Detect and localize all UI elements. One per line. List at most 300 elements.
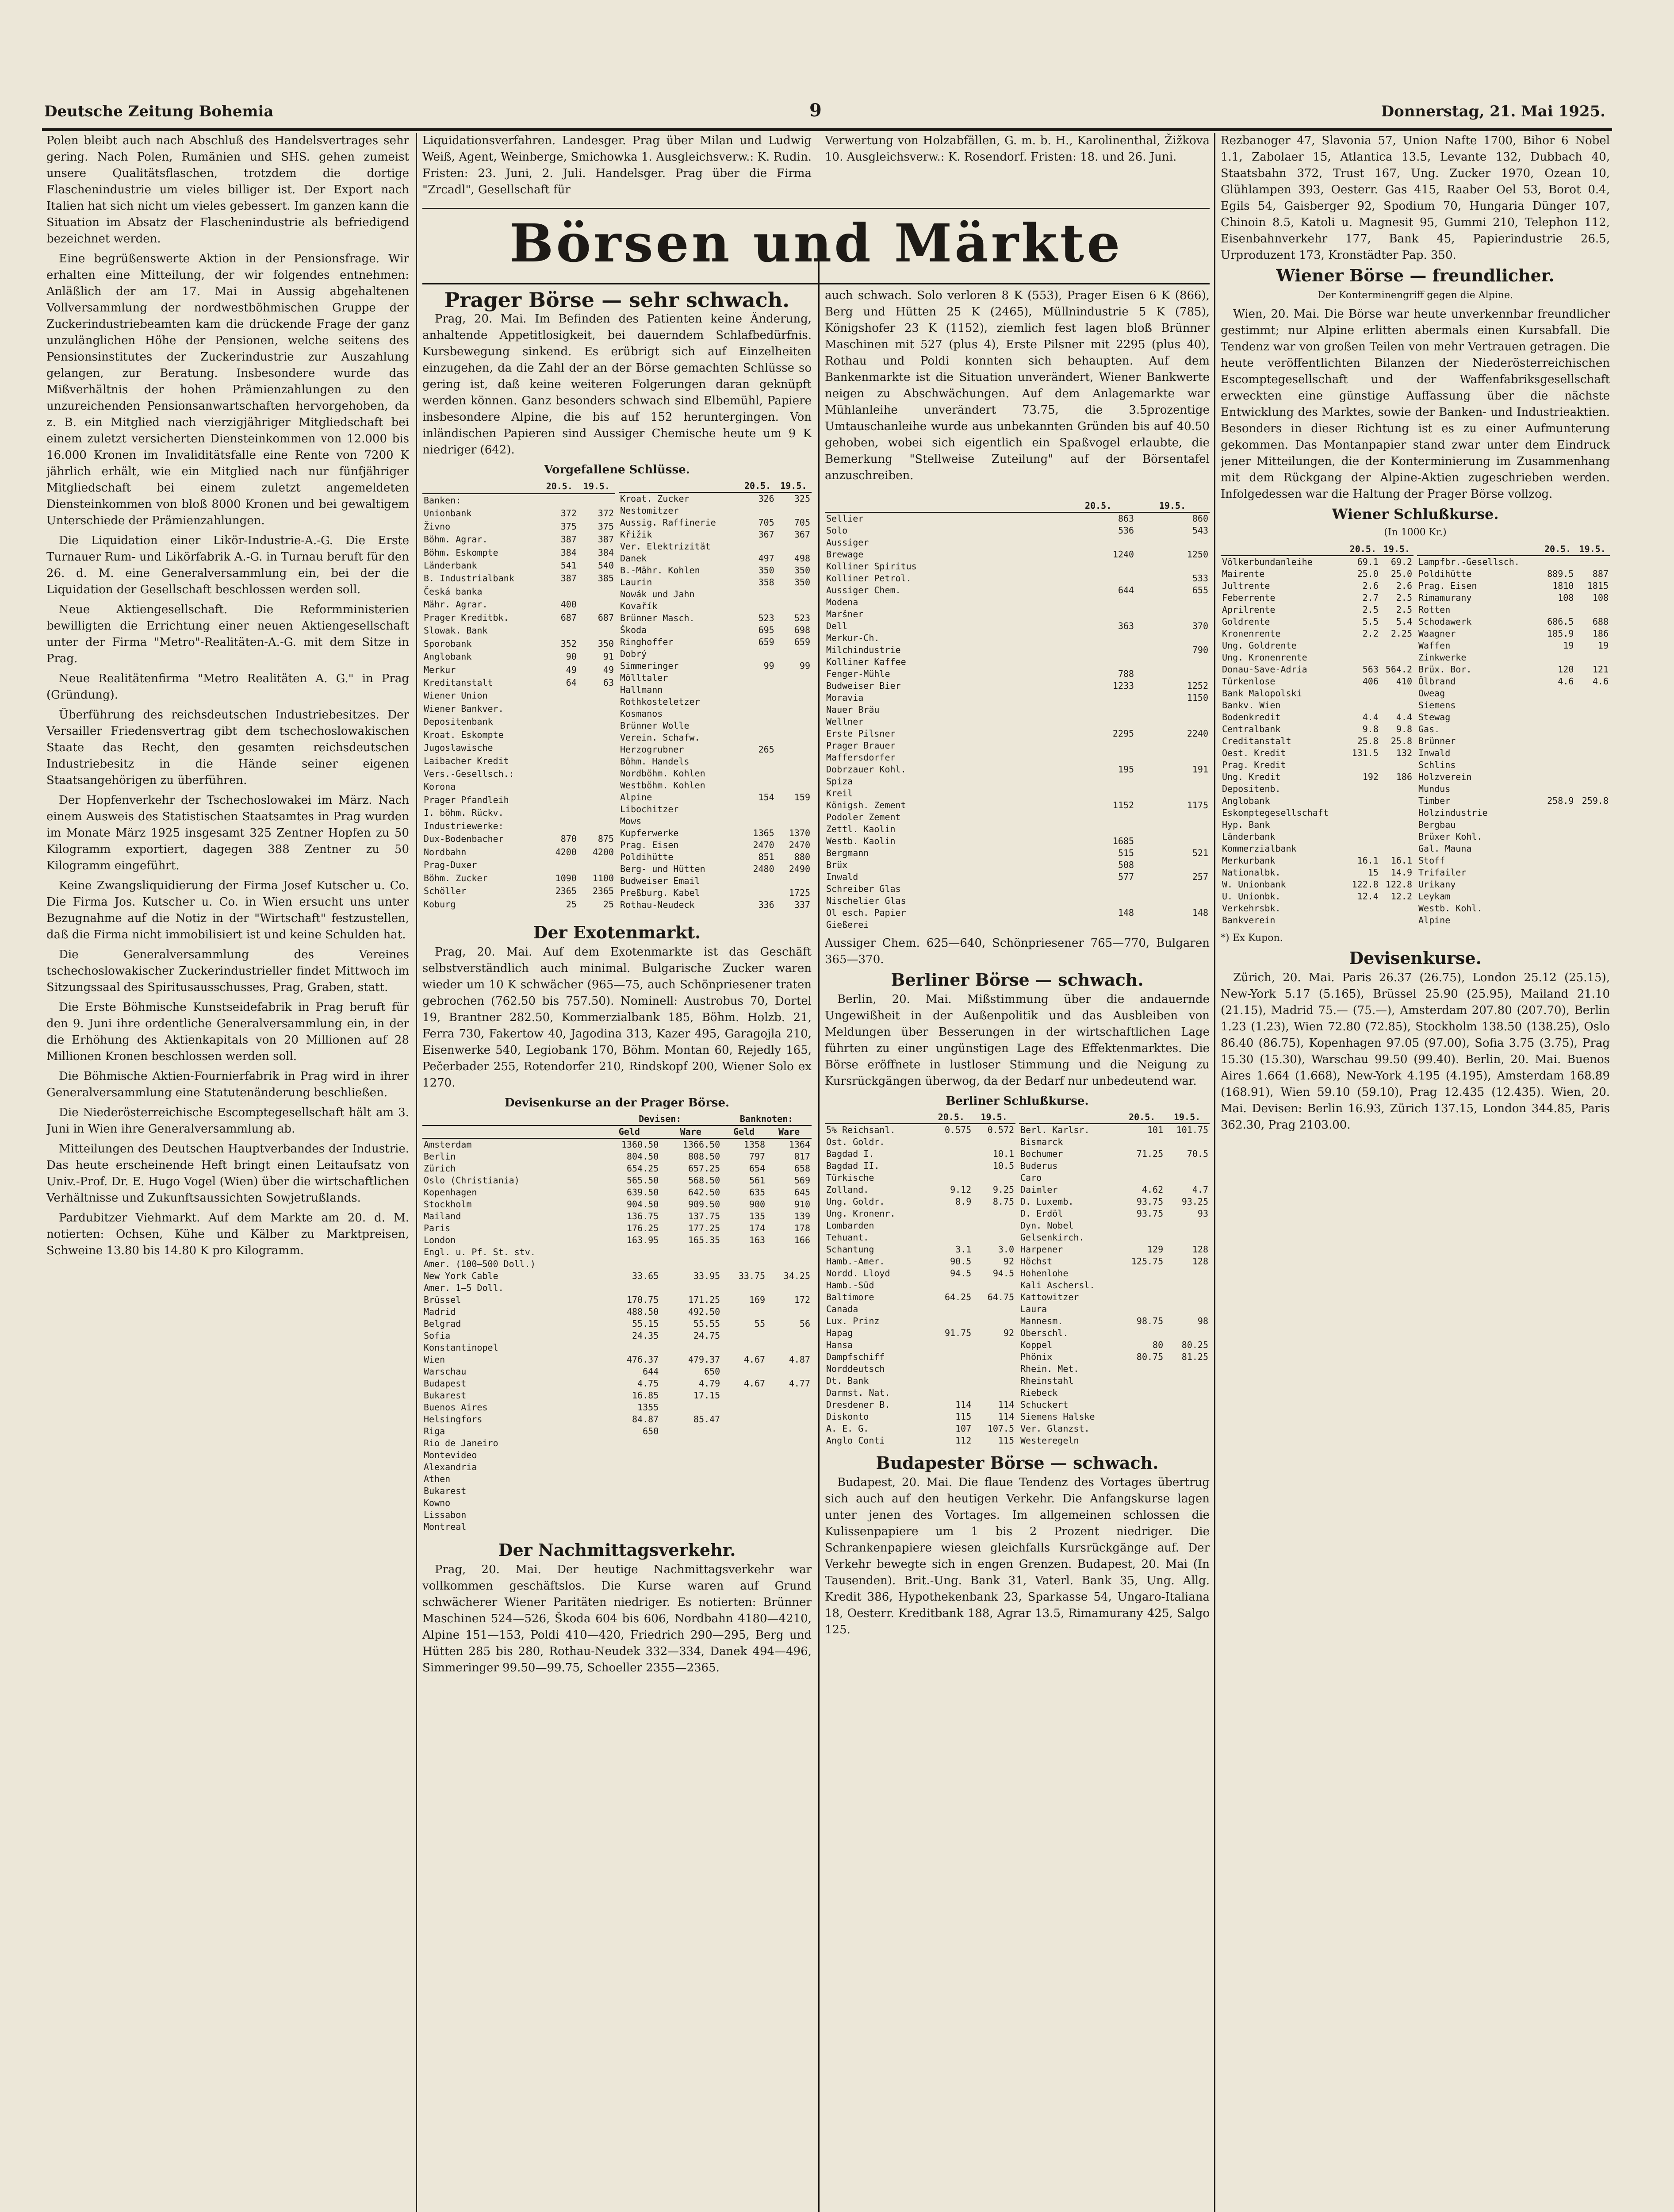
quote-value: 91.75 (945, 1328, 972, 1338)
quote-value: 4.67 (743, 1354, 766, 1365)
quote-value (1575, 867, 1610, 879)
table-row (825, 1435, 1015, 1447)
table-row (825, 764, 1210, 776)
quote-value (739, 708, 775, 720)
security-name: Prager Pfandleih (424, 794, 509, 805)
table-row (1417, 604, 1610, 616)
quote-value: 910 (794, 1199, 810, 1210)
quote-value (660, 1509, 721, 1521)
quote-value: 108 (1592, 592, 1609, 603)
table-row (1417, 687, 1610, 699)
quote-value (1575, 687, 1610, 699)
table-row (1221, 795, 1414, 807)
quote-value (973, 1363, 1015, 1375)
security-name: Brünner Masch. (620, 613, 695, 623)
security-name: Hallmann (620, 684, 663, 695)
quote-value (1061, 895, 1135, 907)
quote-value: 2490 (789, 864, 810, 874)
table-row (422, 794, 615, 806)
table-row (1221, 580, 1414, 592)
security-name: Buderus (1020, 1160, 1058, 1171)
quote-value (1119, 1160, 1165, 1172)
table-row (1221, 604, 1414, 616)
security-name: Škoda (620, 625, 647, 635)
security-name: Warschau (424, 1366, 467, 1377)
col2-top-paragraph: Liquidationsverfahren. Landesger. Prag über Milan und Ludwig Weiß, Agent, Weinberge, Smichowka 1. Ausgleichsverw.: K. Rudin. Fristen: 23. Juni, 2. Juli. Handelsger. Prag über die Firma "Zrcadl", Gesellschaft für (422, 134, 812, 196)
security-name: Bukarest (424, 1486, 467, 1496)
quote-value: 350 (758, 565, 774, 576)
security-name: Bochumer (1020, 1148, 1063, 1159)
security-name: Belgrad (424, 1318, 461, 1329)
quote-value (578, 794, 615, 806)
quote-value (1135, 859, 1210, 871)
quote-value: 25.0 (1357, 568, 1379, 579)
quote-value (776, 803, 812, 815)
quote-value: 645 (794, 1187, 810, 1198)
security-name: Bagdad II. (826, 1160, 880, 1171)
security-name: Simmeringer (620, 661, 679, 671)
quote-value: 1100 (592, 872, 614, 883)
quote-value (1540, 879, 1575, 891)
quote-value: 900 (749, 1199, 766, 1210)
quote-value: 1360.50 (621, 1139, 659, 1150)
security-name: Waagner (1418, 628, 1456, 639)
quote-value (1575, 699, 1610, 711)
security-name: Jultrente (1222, 580, 1270, 591)
quote-value (721, 1509, 766, 1521)
quote-value: 406 (1362, 676, 1379, 687)
table-row (1019, 1256, 1210, 1267)
table-row (619, 612, 812, 624)
quote-value: 8.9 (955, 1196, 972, 1207)
security-name: Kolliner Petrol. (826, 573, 912, 584)
quote-value (541, 715, 578, 728)
table-row (619, 541, 812, 553)
security-name: Westb. Kaolin (826, 836, 896, 846)
security-name: Banken: (424, 495, 461, 506)
col1-paragraph: Polen bleibt auch nach Abschluß des Handelsvertrages sehr gering. Nach Polen, Rumänien und SHS. gehen zumeist unsere Qualitätsflaschen, trotzdem die dortige Flaschenindustrie um vieles billiger ist. Der Export nach Italien hat sich nicht um vieles gebessert. Im ganzen kann die Situation im Absatz der Flaschenindustrie als befriedigend bezeichnet werden. (46, 134, 409, 246)
security-name: Schreiber Glas (826, 883, 901, 894)
table-row (1019, 1411, 1210, 1423)
quote-value: 4.4 (1362, 712, 1379, 722)
security-name: Alexandria (424, 1462, 477, 1472)
quote-value (1380, 914, 1414, 926)
table-row (422, 715, 615, 728)
prager-boerse-heading: Prager Börse — sehr schwach. (444, 288, 790, 312)
quote-value: 875 (598, 833, 614, 845)
quote-value: 384 (598, 547, 614, 558)
col1-paragraph: Überführung des reichsdeutschen Industriebesitzes. Der Versailler Friedensvertrag gibt dem tschechoslowakischen Staate das Recht, den gesamten reichsdeutschen Industriebesitz in die Hände seiner eigenen Staatsangehörigen zu überführen. (46, 708, 409, 787)
security-name: Kowno (424, 1498, 451, 1508)
table-row (422, 898, 615, 911)
quote-value (1061, 608, 1135, 620)
quote-value: 63 (603, 677, 614, 688)
column-3-top (825, 133, 1210, 212)
security-name: Bank Malopolski (1222, 688, 1302, 699)
security-name: Oest. Kredit (1222, 748, 1286, 758)
quote-value (766, 1246, 812, 1258)
table-row (1417, 652, 1610, 664)
table-row (1417, 628, 1610, 640)
table-row (422, 1461, 812, 1473)
quote-value (1119, 1267, 1165, 1279)
table-row (422, 1222, 812, 1234)
quote-value (739, 732, 775, 744)
security-name: Kolliner Spiritus (826, 561, 917, 572)
security-name: A. E. G. (826, 1423, 869, 1434)
security-name: Depositenbank (424, 716, 493, 727)
quote-value: 705 (794, 517, 810, 528)
quote-value: 108 (1558, 592, 1574, 603)
quote-value (721, 1521, 766, 1533)
security-name: Hamb.-Süd (826, 1280, 874, 1290)
quote-value: 4.87 (789, 1354, 810, 1365)
quote-value (930, 1148, 973, 1160)
quote-value (1575, 652, 1610, 664)
quote-value: 4.77 (789, 1378, 810, 1389)
security-name: Berg- und Hütten (620, 864, 705, 874)
quote-value (1540, 819, 1575, 831)
quote-value (930, 1136, 973, 1148)
quote-value (1540, 652, 1575, 664)
quote-value: 55.55 (693, 1318, 720, 1329)
security-name: Völkerbundanleihe (1222, 557, 1313, 567)
table-row (1019, 1184, 1210, 1196)
security-name: Kronenrente (1222, 628, 1281, 639)
security-name: Trifailer (1418, 867, 1467, 878)
security-name: Gießerei (826, 919, 869, 930)
security-name: 5% Reichsanl. (826, 1125, 896, 1135)
table-row (1221, 855, 1414, 867)
security-name: Westböhm. Kohlen (620, 780, 705, 791)
quote-value (1135, 811, 1210, 823)
table-row (422, 1413, 812, 1425)
quote-value: 12.4 (1357, 891, 1379, 902)
quote-value: 540 (598, 560, 614, 571)
table-row (825, 1160, 1015, 1172)
quote-value: 533 (1192, 573, 1208, 584)
quote-value (660, 1282, 721, 1294)
security-name: Bankv. Wien (1222, 700, 1281, 710)
quote-value: 350 (794, 565, 810, 576)
security-name: Böhm. Eskompte (424, 547, 498, 558)
table-row (825, 1232, 1015, 1244)
quote-value (1575, 831, 1610, 843)
table-row (422, 1366, 812, 1378)
quote-value: 1152 (1112, 800, 1134, 810)
quote-value (1061, 811, 1135, 823)
quote-value (1540, 843, 1575, 855)
table-row (1417, 723, 1610, 735)
table-row (1221, 676, 1414, 687)
table-row (1221, 616, 1414, 628)
quote-value (776, 732, 812, 744)
table-row (422, 598, 615, 611)
security-name: Tehuant. (826, 1232, 869, 1243)
table-row (619, 636, 812, 648)
table-row (1417, 640, 1610, 652)
table-row (825, 1303, 1015, 1315)
col1-paragraph: Der Hopfenverkehr der Tschechoslowakei im März. Nach einem Ausweis des Statistischen Staatsamtes in Prag wurden im Monate März 1925 insgesamt 325 Zentner Hopfen zu 50 Kilogramm exportiert, dagegen 388 Zentner zu 50 Kilogramm eingeführt. (46, 794, 409, 872)
quote-value: 80.75 (1136, 1352, 1164, 1362)
wiener-schluss-heading: Wiener Schlußkurse. (1332, 506, 1499, 522)
table-row (1417, 568, 1610, 580)
table-row (1417, 664, 1610, 676)
quote-value (1380, 783, 1414, 795)
quote-value: 1150 (1187, 692, 1208, 703)
quote-value (598, 1258, 660, 1270)
security-name: London (424, 1235, 456, 1245)
security-name: Laurin (620, 577, 652, 588)
table-row (1019, 1279, 1210, 1291)
table-row (1221, 807, 1414, 819)
security-name: Nestomitzer (620, 505, 679, 516)
quote-value (930, 1375, 973, 1387)
security-name: Länderbank (1222, 831, 1276, 842)
quote-value: 1685 (1112, 836, 1134, 846)
security-name: Westb. Kohl. (1418, 903, 1482, 914)
quote-value (1380, 759, 1414, 771)
table-row (825, 1148, 1015, 1160)
security-name: Nordböhm. Kohlen (620, 768, 705, 779)
table-row (1417, 711, 1610, 723)
devisenkurse-table (422, 1113, 812, 1533)
quote-value: 4.62 (1142, 1184, 1164, 1195)
table-row (422, 820, 615, 833)
quote-value: 64.25 (945, 1292, 972, 1302)
table-row (619, 768, 812, 780)
quote-value (541, 585, 578, 598)
table-row (1417, 616, 1610, 628)
quote-value (578, 598, 615, 611)
quote-value: 128 (1192, 1244, 1208, 1255)
security-name: Bukarest (424, 1390, 467, 1401)
security-name: Darmst. Nat. (826, 1387, 890, 1398)
quote-value (721, 1246, 766, 1258)
table-row (825, 1387, 1015, 1399)
footnote: *) Ex Kupon. (1221, 933, 1283, 944)
security-name: Mows (620, 816, 642, 826)
quote-value (973, 1136, 1015, 1148)
table-row (1019, 1375, 1210, 1387)
quote-value: 4200 (555, 846, 577, 857)
table-row (825, 1375, 1015, 1387)
quote-value: 1175 (1187, 800, 1208, 810)
security-name: Wien (424, 1354, 445, 1365)
quote-value (1061, 787, 1135, 799)
quote-value (1380, 807, 1414, 819)
table-row (422, 741, 615, 754)
security-name: Buenos Aires (424, 1402, 488, 1413)
quote-value (578, 780, 615, 793)
col1-paragraph: Die Böhmische Aktien-Fournierfabrik in Prag wird in ihrer Generalversammlung eine Statutenänderung beschließen. (46, 1070, 409, 1099)
security-name: Gas. (1418, 724, 1440, 734)
quote-value (1575, 556, 1610, 568)
table-row (619, 588, 812, 600)
quote-value: 860 (1192, 513, 1208, 524)
column-header: Ware (660, 1125, 721, 1138)
security-name: Nordd. Lloyd (826, 1268, 890, 1279)
security-name: Oberschl. (1020, 1328, 1069, 1338)
table-row (422, 650, 615, 663)
security-name: Rothau-Neudeck (620, 899, 695, 910)
berliner-boerse-heading: Berliner Börse — schwach. (891, 970, 1144, 990)
quote-value: 25 (566, 899, 577, 910)
quote-value: 107 (955, 1423, 972, 1434)
table-row (1221, 902, 1414, 914)
security-name: Nationalbk. (1222, 867, 1281, 878)
quote-value (1540, 891, 1575, 902)
quote-value (1540, 867, 1575, 879)
quote-value (973, 1315, 1015, 1327)
table-row (825, 537, 1210, 549)
quote-value (721, 1449, 766, 1461)
security-name: Alpine (1418, 915, 1451, 926)
security-name: Anglobank (1222, 795, 1270, 806)
quote-value: 5.5 (1362, 616, 1379, 627)
table-row (825, 1399, 1015, 1411)
table-row (422, 1270, 812, 1282)
quote-value: 259.8 (1582, 795, 1609, 806)
table-row (1019, 1124, 1210, 1136)
table-row (1019, 1363, 1210, 1375)
security-name: Ver. Glanzst. (1020, 1423, 1090, 1434)
table-row (1417, 855, 1610, 867)
security-name: Ung. Kronenrente (1222, 652, 1307, 663)
security-name: Kosmanos (620, 708, 663, 719)
quote-value (1119, 1363, 1165, 1375)
quote-value (1135, 704, 1210, 716)
quote-value (1135, 776, 1210, 787)
quote-value (1346, 831, 1380, 843)
column-header (619, 480, 739, 492)
wiener-boerse-text: Wien, 20. Mai. Die Börse war heute unverkennbar freundlicher gestimmt; nur Alpine erlitten abermals einen Kursabfall. Die Tendenz war von großen Teilen von mehr Vertrauen getragen. Die heute veröffentlichten Bilanzen der Niederösterreichischen Escomptegesellschaft und der Waffenfabriksgesellschaft erweckten eine günstige Auffassung über die nächste Entwicklung des Marktes, sowie der Banken- und Industrieaktien. Besonders in dieser Richtung ist es zu einer Aufmunterung gekommen. Das Montanpapier stand zwar unter dem Eindruck jener Mitteilungen, die der Konterminierung im Zusammenhang mit dem Rückgang der Alpine-Aktien zugeschrieben werden. Infolgedessen war die Haltung der Prager Börse vollzog. (1221, 307, 1610, 501)
quote-value: 336 (758, 899, 774, 910)
quote-value (1119, 1303, 1165, 1315)
security-name: Bismarck (1020, 1137, 1063, 1147)
quote-value: 644 (643, 1366, 659, 1377)
quote-value: 352 (560, 638, 577, 649)
quote-value (721, 1413, 766, 1425)
quote-value: 120 (1558, 664, 1574, 675)
quote-value (1575, 891, 1610, 902)
quote-value (1346, 819, 1380, 831)
quote-value (1061, 656, 1135, 668)
quote-value (739, 768, 775, 780)
security-name: Kattowitzer (1020, 1292, 1079, 1302)
table-row (825, 1423, 1015, 1435)
quote-value: 25.8 (1357, 736, 1379, 746)
quote-value (660, 1473, 721, 1485)
security-name: Brüx. Bor. (1418, 664, 1472, 675)
quote-value: 258.9 (1547, 795, 1574, 806)
security-name: Siemens Halske (1020, 1411, 1095, 1422)
table-row (1417, 676, 1610, 687)
quote-value (541, 820, 578, 833)
quote-value (1380, 652, 1414, 664)
quote-value: 367 (794, 529, 810, 540)
quote-value (1575, 879, 1610, 891)
quote-value: 19 (1563, 640, 1574, 651)
col4-top-text: Rezbanoger 47, Slavonia 57, Union Nafte 1700, Bihor 6 Nobel 1.1, Zabolaer 15, Atlantica 13.5, Levante 132, Dubbach 40, Staatsbahn 372, Trust 167, Ung. Zucker 1970, Ozean 10, Glühlampen 393, Oesterr. Gas 415, Raaber Oel 53, Borot 0.4, Egils 54, Gaisberger 92, Spodium 70, Hungaria Dünger 107, Chinoin 8.5, Katoli u. Magnesit 95, Gummi 210, Telephon 112, Eisenbahnverkehr 177, Bank 45, Papierindustrie 26.5, Urproduzent 173, Kronstädter Pap. 350. (1221, 134, 1610, 262)
table-row (422, 1187, 812, 1198)
quote-value (1061, 632, 1135, 644)
quote-value: 358 (758, 577, 774, 588)
column-header: Ware (766, 1125, 812, 1138)
table-row (825, 1411, 1015, 1423)
quote-value (1346, 652, 1380, 664)
table-row (825, 692, 1210, 704)
security-name: Alpine (620, 792, 652, 803)
quote-value: 639.50 (627, 1187, 659, 1198)
security-name: Lombarden (826, 1220, 874, 1231)
quote-value (973, 1279, 1015, 1291)
quote-value (541, 624, 578, 637)
quote-value: 375 (598, 521, 614, 532)
quote-value: 24.75 (693, 1330, 720, 1341)
table-row (422, 1330, 812, 1342)
quote-value (578, 715, 615, 728)
quote-value (1135, 716, 1210, 728)
table-row (422, 572, 615, 585)
table-row (422, 1234, 812, 1246)
quote-value (1346, 640, 1380, 652)
header-rule (42, 128, 1612, 131)
quote-value: 8.75 (992, 1196, 1014, 1207)
table-row (825, 740, 1210, 752)
security-name: Brüxer Kohl. (1418, 831, 1482, 842)
security-name: Oslo (Christiania) (424, 1175, 520, 1186)
security-name: Bergmann (826, 848, 869, 858)
quote-value (1061, 716, 1135, 728)
quote-value: 350 (794, 577, 810, 588)
quote-value: 33.75 (738, 1271, 766, 1281)
security-name: Hohenlohe (1020, 1268, 1069, 1279)
security-name: Prag. Eisen (620, 840, 679, 850)
quote-value (739, 875, 775, 887)
table-row (825, 847, 1210, 859)
quote-value (1135, 632, 1210, 644)
table-row (422, 872, 615, 884)
security-name: Baltimore (826, 1292, 874, 1302)
quote-value: 69.2 (1391, 557, 1412, 567)
table-row (825, 1279, 1015, 1291)
table-row (619, 851, 812, 863)
quote-value: 90.5 (950, 1256, 972, 1267)
table-row (422, 806, 615, 819)
budapester-heading: Budapester Börse — schwach. (876, 1453, 1159, 1473)
quote-value (766, 1485, 812, 1497)
quote-value (739, 696, 775, 708)
quote-value: 114 (998, 1411, 1014, 1422)
quote-value (598, 1521, 660, 1533)
quote-value: 99 (763, 661, 774, 671)
security-name: Kommerzialbank (1222, 843, 1297, 854)
table-row (825, 871, 1210, 883)
quote-value: 521 (1192, 848, 1208, 858)
quote-value: 81.25 (1181, 1352, 1208, 1362)
table-row (825, 1244, 1015, 1256)
table-row (825, 561, 1210, 572)
quote-value: 99 (799, 661, 810, 671)
table-row (422, 1282, 812, 1294)
table-row (619, 887, 812, 899)
security-name: Lux. Prinz (826, 1316, 880, 1326)
quote-value (1540, 783, 1575, 795)
quote-value: 16.85 (632, 1390, 659, 1401)
quote-value (1380, 902, 1414, 914)
quote-value: 90 (566, 651, 577, 662)
